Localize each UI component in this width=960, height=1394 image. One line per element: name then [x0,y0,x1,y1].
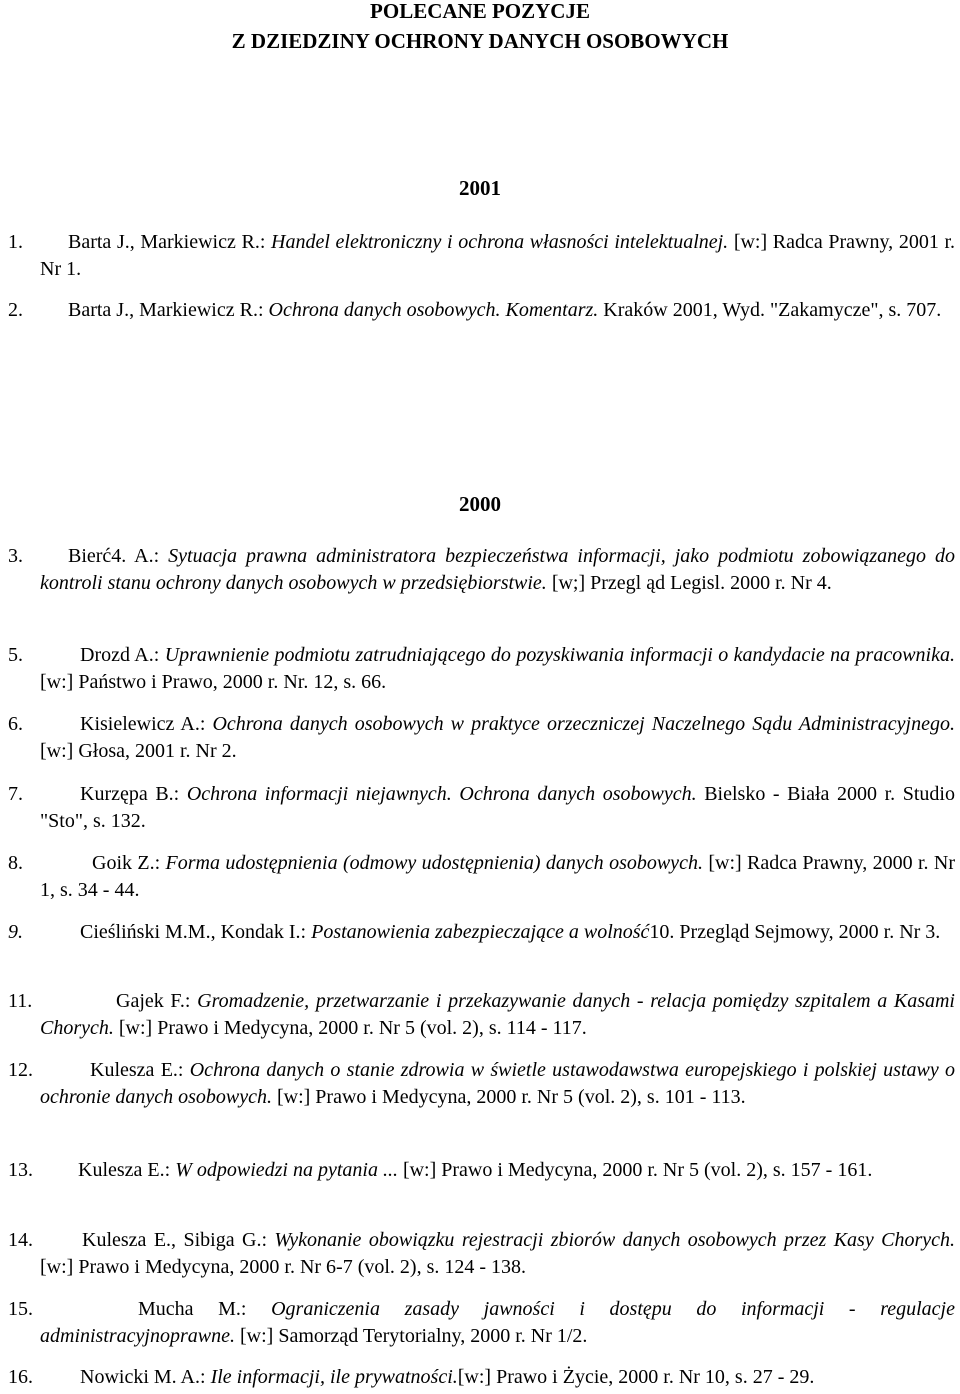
item-number: 16. [8,1366,33,1388]
list-item [8,1157,955,1184]
item-number: 2. [8,299,23,321]
item-title: W odpowiedzi na pytania ... [170,1159,398,1181]
item-author: Kisielewicz A.: [80,713,206,735]
item-title: Forma udostępnienia (odmowy udostępnienia) danych osobowych. [160,852,703,874]
item-author: Kulesza E.: [90,1059,184,1081]
item-title: Postanowienia zabezpieczające a wolność [306,921,650,943]
item-source: Kraków 2001, Wyd. "Zakamycze", s. 707. [598,299,942,321]
list-item [8,1057,955,1111]
item-number: 8. [8,852,23,874]
item-source: 10. Przegląd Sejmowy, 2000 r. Nr 3. [649,921,941,943]
item-source: [w:] Radca Prawny, 2000 r. Nr 1, s. 34 - 44. [40,852,956,901]
item-author: Drozd A.: [80,644,160,666]
item-source: [w:] Prawo i Medycyna, 2000 r. Nr 6-7 (vol. 2), s. 124 - 138. [40,1256,527,1278]
item-number: 7. [8,783,23,805]
item-source: [w:] Prawo i Medycyna, 2000 r. Nr 5 (vol. 2), s. 157 - 161. [397,1159,873,1181]
item-author: Goik Z.: [92,852,161,874]
item-author: Barta J., Markiewicz R.: [68,231,266,253]
item-number: 11. [8,990,33,1012]
item-author: Barta J., Markiewicz R.: [68,299,264,321]
item-title: Ochrona informacji niejawnych. Ochrona danych osobowych. [179,783,697,805]
item-number: 5. [8,644,23,666]
title-line-2: Z DZIEDZINY OCHRONY DANYCH OSOBOWYCH [231,29,729,53]
item-title: Ochrona danych osobowych. Komentarz. [263,299,599,321]
item-source: Bielsko - Biała 2000 r. Studio "Sto", s. 132. [40,783,955,832]
list-item [8,988,955,1042]
list-item [8,850,956,904]
item-source: [w:] Prawo i Życie, 2000 r. Nr 10, s. 27 - 29. [457,1366,815,1388]
list-item [8,919,955,946]
item-number: 13. [8,1159,33,1181]
item-title: Handel elektroniczny i ochrona własności intelektualnej. [265,231,729,253]
list-item [8,1227,955,1281]
item-title: Gromadzenie, przetwarzanie i przekazywanie danych - relacja pomiędzy szpitalem a Kasami Chorych. [40,990,955,1039]
item-author: Gajek F.: [116,990,191,1012]
item-author: Kulesza E., Sibiga G.: [82,1229,267,1251]
item-number: 14. [8,1229,33,1251]
item-number: 1. [8,231,23,253]
item-source: [w:] Prawo i Medycyna, 2000 r. Nr 5 (vol. 2), s. 114 - 117. [113,1017,587,1039]
item-source: [w:] Radca Prawny, 2001 r. Nr 1. [40,231,956,280]
item-author: Mucha M.: [138,1298,247,1320]
item-number: 9. [8,921,23,943]
item-title: Uprawnienie podmiotu zatrudniającego do pozyskiwania informacji o kandydacie na pracownika. [159,644,955,666]
list-item [8,1364,955,1391]
item-source: [w:] Głosa, 2001 r. Nr 2. [40,740,237,762]
item-number: 6. [8,713,23,735]
item-author: Kurzępa B.: [80,783,180,805]
list-item [8,711,955,765]
item-source: [w;] Przegl ąd Legisl. 2000 r. Nr 4. [546,572,832,594]
item-source: [w:] Państwo i Prawo, 2000 r. Nr. 12, s. 66. [40,671,387,693]
year-heading-2000: 2000 [459,492,501,516]
title-line-1: POLECANE POZYCJE [370,0,590,23]
item-author: Kulesza E.: [78,1159,171,1181]
list-item [8,642,955,696]
item-title: Ochrona danych o stanie zdrowia w świetle ustawodawstwa europejskiego i polskiej ustawy o ochronie danych osobowych. [40,1059,955,1108]
item-number: 3. [8,545,23,567]
list-item [8,781,955,835]
item-title: Ograniczenia zasady jawności i dostępu do informacji - regulacje administracyjnoprawne. [40,1298,955,1347]
item-source: [w:] Samorząd Terytorialny, 2000 r. Nr 1/2. [235,1325,588,1347]
item-number: 12. [8,1059,33,1081]
item-title: Wykonanie obowiązku rejestracji zbiorów danych osobowych przez Kasy Chorych. [267,1229,955,1251]
item-title: Ochrona danych osobowych w praktyce orzeczniczej Naczelnego Sądu Administracyjnego. [205,713,955,735]
list-item [8,1296,955,1350]
year-heading-2001: 2001 [459,176,501,200]
list-item [8,297,955,324]
item-source: [w:] Prawo i Medycyna, 2000 r. Nr 5 (vol. 2), s. 101 - 113. [271,1086,746,1108]
item-title: Ile informacji, ile prywatności. [205,1366,458,1388]
item-author: Bierć4. A.: [68,545,160,567]
item-author: Cieśliński M.M., Kondak I.: [80,921,307,943]
item-title: Sytuacja prawna administratora bezpieczeństwa informacji, jako podmiotu zobowiązanego do kontroli stanu ochrony danych osobowych w przedsiębiorstwie. [40,545,955,594]
list-item [8,543,955,597]
list-item [8,229,956,283]
item-number: 15. [8,1298,33,1320]
page-title [180,0,780,56]
item-author: Nowicki M. A.: [80,1366,206,1388]
